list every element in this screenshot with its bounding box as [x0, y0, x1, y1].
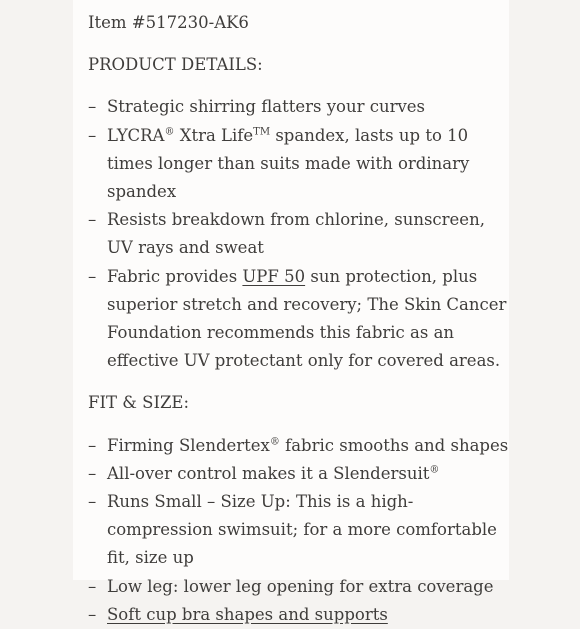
fit-size-heading: FIT & SIZE:: [88, 393, 190, 413]
bullet-dash: –: [88, 604, 97, 624]
bullet-dash: –: [88, 125, 97, 145]
list-item: [88, 601, 509, 629]
bullet-text: Resists breakdown from chlorine, sunscreen, UV rays and sweat: [107, 210, 485, 258]
bullet-text: Low leg: lower leg opening for extra coverage: [107, 576, 494, 596]
list-item: [88, 460, 509, 488]
bullet-text: sun protection, plus superior stretch and recovery; The Skin Cancer Foundation recommends this fabric as an effective UV protectant only for covered areas.: [107, 266, 507, 371]
bullet-text: fabric smooths and shapes: [279, 435, 509, 455]
upf-50-link[interactable]: UPF 50: [242, 266, 306, 286]
list-item: [88, 432, 509, 460]
list-item: [88, 573, 509, 601]
registered-mark: ®: [429, 464, 440, 476]
bullet-text: Fabric provides: [107, 266, 243, 286]
bullet-text: Strategic shirring flatters your curves: [107, 97, 426, 117]
bullet-text: LYCRA: [107, 125, 165, 145]
bullet-dash: –: [88, 492, 97, 512]
bullet-dash: –: [88, 435, 97, 455]
bullet-text: spandex, lasts up to 10 times longer than suits made with ordinary spandex: [107, 125, 470, 202]
list-item: [88, 263, 509, 376]
bullet-dash: –: [88, 266, 97, 286]
bullet-dash: –: [88, 97, 97, 117]
registered-mark: ®: [164, 126, 175, 138]
bullet-text: All-over control makes it a Slendersuit: [107, 463, 430, 483]
bullet-dash: –: [88, 210, 97, 230]
fit-size-list: [88, 432, 509, 629]
list-item: [88, 206, 509, 262]
bullet-dash: –: [88, 463, 97, 483]
product-details-heading: PRODUCT DETAILS:: [88, 55, 263, 75]
list-item: [88, 488, 509, 573]
list-item: [88, 93, 509, 121]
bullet-text: Runs Small – Size Up: This is a high-compression swimsuit; for a more comfortable fit, size up: [107, 492, 497, 568]
bullet-dash: –: [88, 576, 97, 596]
soft-cup-bra-link[interactable]: Soft cup bra shapes and supports: [107, 604, 388, 624]
product-description-panel: [73, 0, 509, 624]
bullet-text: Firming Slendertex: [107, 435, 270, 455]
item-number: Item #517230-AK6: [88, 13, 249, 32]
registered-mark: ®: [269, 436, 280, 448]
trademark-mark: TM: [253, 126, 271, 138]
product-description: [88, 9, 509, 629]
bullet-text: Xtra Life: [174, 125, 254, 145]
product-details-list: [88, 93, 509, 375]
list-item: [88, 122, 509, 207]
